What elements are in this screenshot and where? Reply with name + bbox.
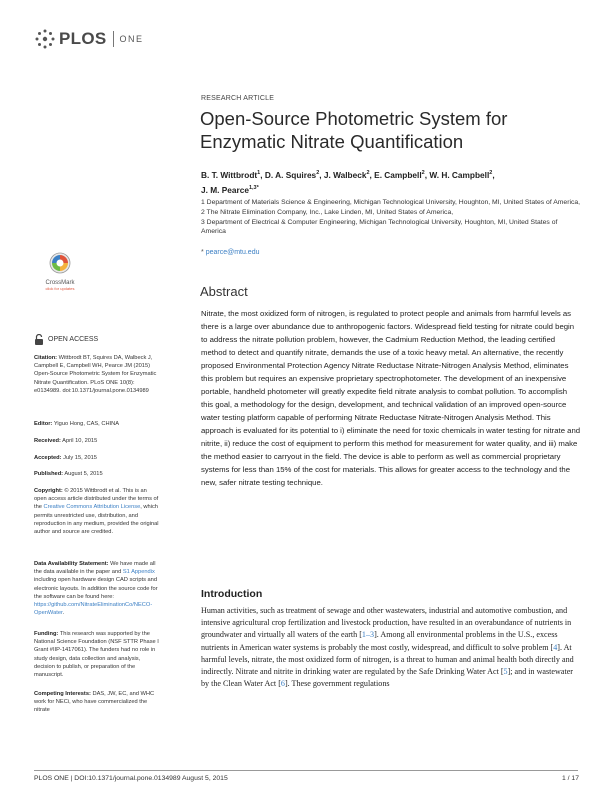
appendix-link[interactable]: S1 Appendix	[122, 569, 155, 576]
citation-ref[interactable]: 4	[553, 642, 558, 652]
article-type: RESEARCH ARTICLE	[201, 95, 275, 102]
citation-ref[interactable]: 5	[503, 667, 508, 677]
license-link[interactable]: Creative Commons Attribution License	[43, 504, 141, 511]
logo-divider	[113, 31, 114, 47]
citation-block: Citation: Wittbrodt BT, Squires DA, Walbeck J, Campbell E, Campbell WH, Pearce JM (2015) Open-Source Photometric System for Enzymatic Nitrate Quantification. PLoS ONE 10(8): e0134989. doi:10.1371/journal.pone.0134989	[34, 355, 157, 394]
citation-ref[interactable]: 1–3	[361, 630, 375, 640]
page-number: 1 / 17	[561, 775, 579, 782]
corresponding-email: * pearce@mtu.edu	[201, 249, 260, 256]
introduction-heading: Introduction	[201, 588, 263, 600]
affiliation-3: 3 Department of Electrical & Computer Engineering, Michigan Technological University, Houghton, MI, United States of America	[201, 218, 558, 236]
plos-logo-icon	[34, 28, 56, 50]
author[interactable]: B. T. Wittbrodt$^1$	[201, 169, 261, 180]
author[interactable]: J. Walbeck$^2$	[323, 169, 370, 180]
competing-interests-block: Competing Interests: DAS, JW, EC, and WHC work for NECi, who have commercialized the nitrate	[34, 691, 155, 714]
author[interactable]: D. A. Squires$^2$	[264, 169, 320, 180]
abstract-heading: Abstract	[200, 284, 248, 299]
journal-logo	[34, 28, 144, 50]
article-title: Open-Source Photometric System for Enzymatic Nitrate Quantification	[200, 108, 508, 152]
published-block: Published: August 5, 2015	[34, 471, 103, 477]
open-access-label: OPEN ACCESS	[34, 334, 98, 345]
copyright-block: Copyright: © 2015 Wittbrodt et al. This is an open access article distributed under the terms of the Creative Commons Attribution License, which permits unrestricted use, distribution, and reproduction in any medium, provided the original author and source are credited.	[34, 488, 159, 536]
github-link[interactable]: https://github.com/NitrateEliminationCo/NECO-OpenWater	[34, 602, 153, 617]
received-block: Received: April 10, 2015	[34, 438, 98, 444]
crossmark-icon	[49, 252, 71, 274]
author-list: B. T. Wittbrodt$^1$, D. A. Squires$^2$, J. Walbeck$^2$, E. Campbell$^2$, W. H. Campbell$^2$, J. M. Pearce$^{1,3*}$	[201, 169, 495, 195]
abstract-text: Nitrate, the most oxidized form of nitrogen, is regulated to protect people and animals from harmful levels as there is a large over abundance due to anthropogenic factors. Widespread field testing for nitrate could begin to address the nitrate pollution problem, however, the Cadmium Reduction Method, the leading certified method to detect and quantify nitrate, demands the use of a toxic heavy metal. An alternative, the recently proposed Environmental Protection Agency Nitrate Reductase Nitrate-Nitrogen Analysis Method, eliminates this problem but requires an expensive proprietary spectrophotometer. The development of an inexpensive portable, handheld photometer will greatly expedite field nitrate analysis to combat pollution. To accomplish this goal, a methodology for the design, development, and technical validation of an improved open-source water testing platform capable of performing Nitrate Reductase Nitrate-Nitrogen Analysis Method. This approach is evaluated for its potential to i) eliminate the need for toxic chemicals in water testing for nitrate and nitrite, ii) reduce the cost of equipment to perform this method for measurement for water quality, and iii) make the method easier to carryout in the field. The device is able to perform as well as commercial proprietary systems for less than 15% of the cost for materials. This allows for greater access to the technology and the new, safer nitrate testing technique.	[201, 309, 581, 487]
author[interactable]: E. Campbell$^2$	[374, 169, 425, 180]
email-link[interactable]: pearce@mtu.edu	[205, 249, 260, 256]
footer-doi: PLOS ONE | DOI:10.1371/journal.pone.0134989 August 5, 2015	[34, 775, 228, 782]
crossmark-badge[interactable]	[34, 252, 86, 291]
accepted-block: Accepted: July 15, 2015	[34, 455, 97, 461]
funding-block: Funding: This research was supported by the National Science Foundation (NSF STTR Phase I Grant #IIP-1417061). The funders had no role in study design, data collection and analysis, decision to publish, or preparation of the manuscript.	[34, 631, 159, 679]
data-availability-block: Data Availability Statement: We have made all the data available in the paper and S1 Appendix including open hardware design CAD scripts and electronic layouts. In addition the source code for the software can be found here: https://github.com/NitrateEliminationCo/NECO-OpenWater.	[34, 561, 158, 617]
open-lock-icon	[34, 334, 44, 345]
affiliation-1-2: 1 Department of Materials Science & Engineering, Michigan Technological University, Houghton, MI, United States of America, 2 The Nitrate Elimination Company, Inc., Lake Linden, MI, United States of America,	[201, 199, 581, 216]
author[interactable]: J. M. Pearce$^{1,3*}$	[201, 184, 259, 195]
introduction-text: Human activities, such as treatment of sewage and other wastewaters, industrial and automotive combustion, and intensive agricultural crop fertilization and livestock production, have resulted in an overabundance of nutrients in groundwater and virtually all waters of the earth [1–3]. Among all environmental problems in the U.S., excess nutrients in American water systems is probably the most costly, widespread, and difficult to solve problem [4]. At harmful levels, nitrate, the most oxidized form of nitrogen, is a threat to human and animal health both directly and indirectly. Nitrate and nitrite in drinking water are regulated by the Safe Drinking Water Act [5]; and in wastewater by the Clean Water Act [6]. These government regulations	[201, 606, 574, 689]
citation-ref[interactable]: 6	[280, 679, 285, 689]
author[interactable]: W. H. Campbell$^2$	[429, 169, 493, 180]
crossmark-sub: click for updates	[45, 286, 75, 291]
logo-sub: ONE	[119, 34, 144, 44]
crossmark-label: CrossMark	[45, 280, 75, 286]
logo-text: PLOS	[59, 29, 107, 48]
editor-block: Editor: Yiguo Hong, CAS, CHINA	[34, 421, 120, 427]
footer-rule	[34, 770, 578, 771]
